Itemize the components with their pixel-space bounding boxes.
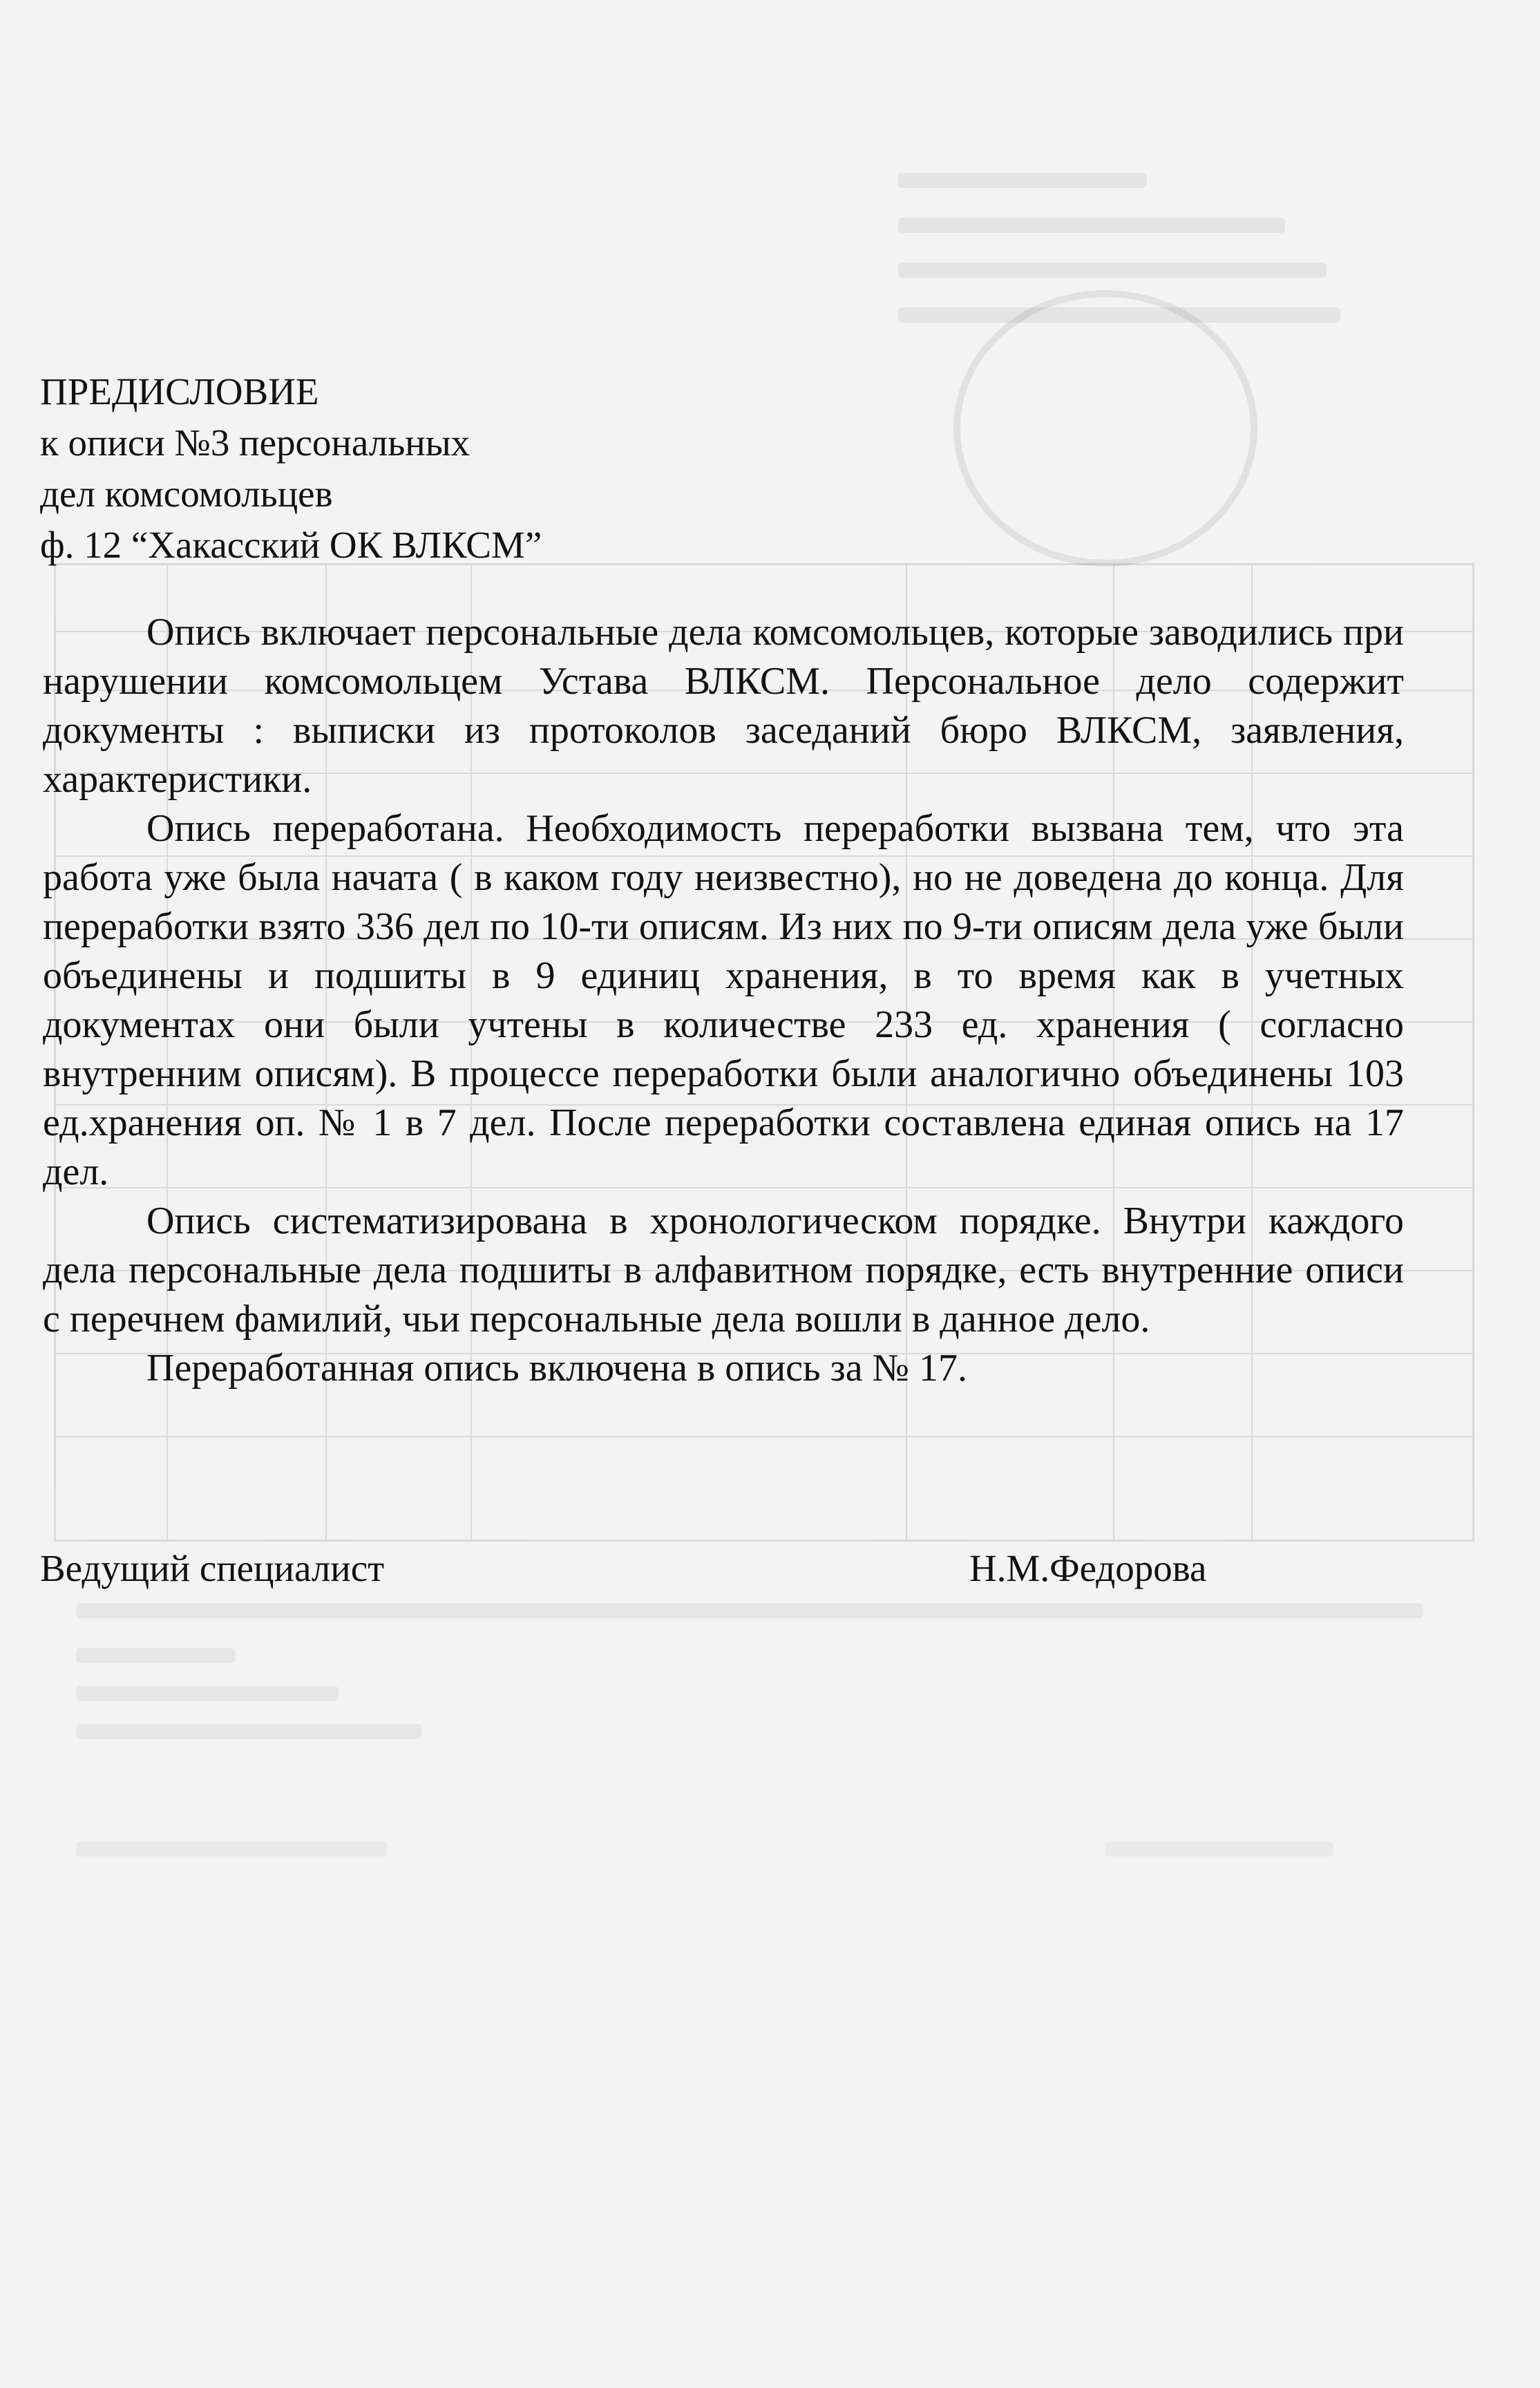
paragraph-inclusion: Переработанная опись включена в опись за № 17. bbox=[146, 1347, 967, 1390]
heading-line-inventory: к описи №3 персональных bbox=[40, 421, 470, 464]
paragraph-systematization: Опись систематизирована в хронологическом порядке. Внутри каждого дела персональные дела подшиты в алфавитном порядке, есть внутренние описи с перечнем фамилий, чьи персональные дела вошли в данное дело. bbox=[43, 1200, 1404, 1340]
signer-role: Ведущий специалист bbox=[40, 1547, 385, 1589]
document-heading bbox=[40, 366, 542, 571]
heading-title: ПРЕДИСЛОВИЕ bbox=[40, 370, 319, 413]
document-body bbox=[43, 608, 1404, 1393]
paragraph-reprocessing: Опись переработана. Необходимость переработки вызвана тем, что эта работа уже была начата ( в каком году неизвестно), но не доведена до конца. Для переработки взято 336 дел по 10-ти описям. Из них по 9-ти описям дела уже были объединены и подшиты в 9 единиц хранения, в то время как в учетных документах они были учтены в количестве 233 ед. хранения ( согласно внутренним описям). В процессе переработки были аналогично объединены 103 ед.хранения оп. № 1 в 7 дел. После переработки составлена единая опись на 17 дел. bbox=[43, 807, 1404, 1193]
bleed-through-stamp bbox=[953, 290, 1257, 567]
heading-line-members: дел комсомольцев bbox=[40, 473, 333, 515]
paragraph-contents: Опись включает персональные дела комсомольцев, которые заводились при нарушении комсомольцем Устава ВЛКСМ. Персональное дело содержит документы : выписки из протоколов заседаний бюро ВЛКСМ, заявления, характеристики. bbox=[43, 611, 1404, 801]
heading-line-fund: ф. 12 “Хакасский ОК ВЛКСМ” bbox=[40, 524, 542, 566]
signer-name: Н.М.Федорова bbox=[969, 1547, 1207, 1589]
